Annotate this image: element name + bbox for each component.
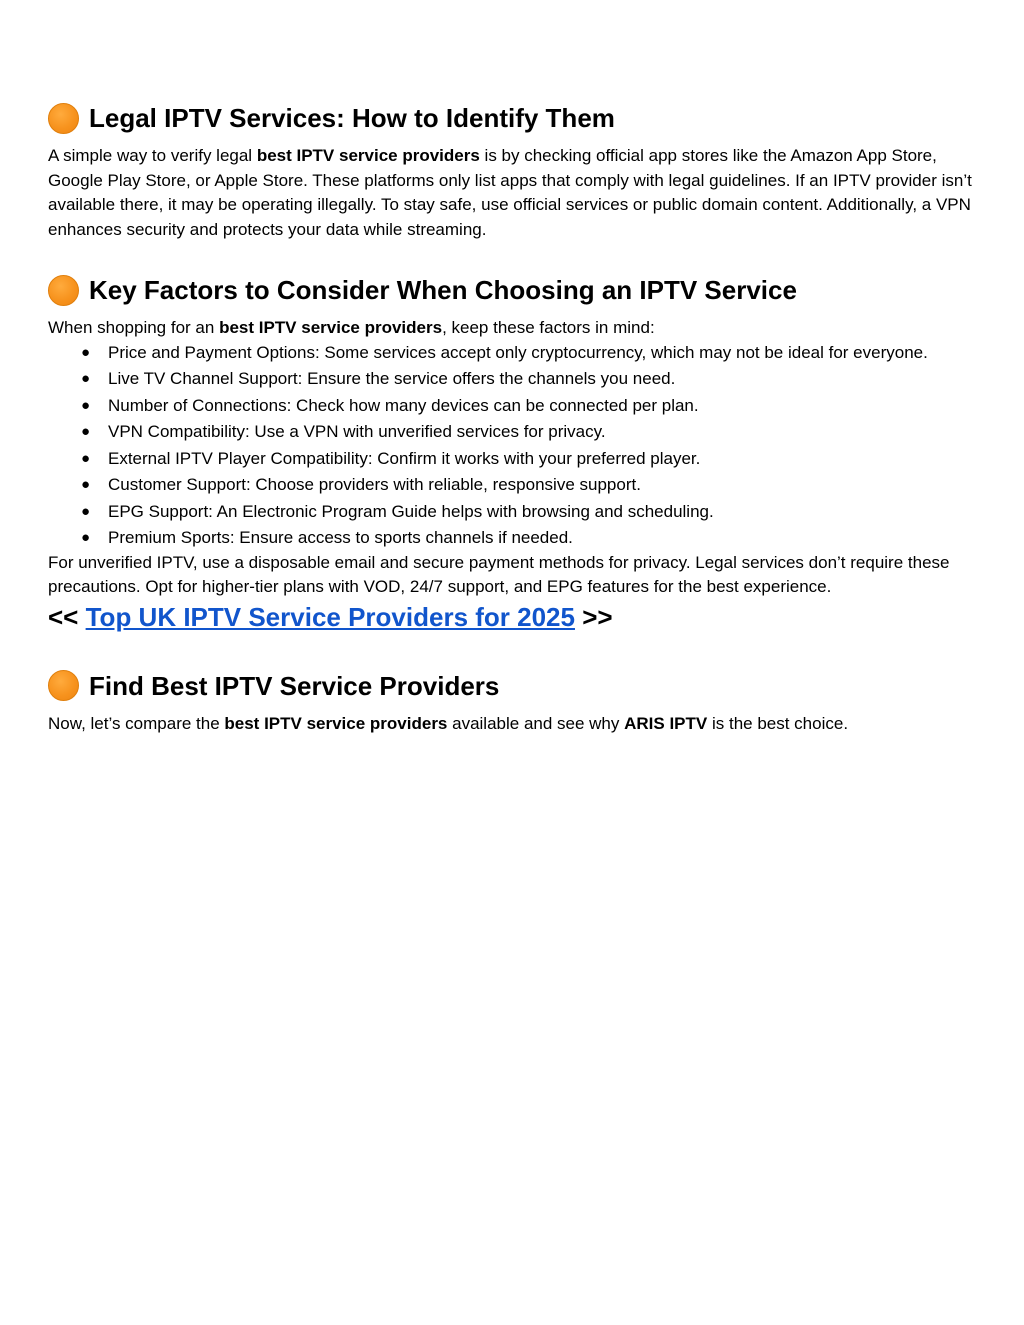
orange-circle-icon <box>48 103 79 134</box>
list-item <box>48 526 988 551</box>
factors-list <box>48 341 988 551</box>
bullet-icon: ● <box>81 423 91 440</box>
heading-text: Key Factors to Consider When Choosing an IPTV Service <box>89 275 797 305</box>
crosslink-line <box>48 600 988 634</box>
find-best-paragraph <box>48 712 988 737</box>
list-item-text: Price and Payment Options: Some services accept only cryptocurrency, which may not be ideal for everyone. <box>108 342 928 362</box>
text-run: is by checking official app stores like the Amazon App Store, Google Play Store, or Apple Store. These platforms only list apps that comply with legal guidelines. If an IPTV provider isn’t available there, it may be operating illegally. To stay safe, use official services or public domain content. Additionally, a VPN enhances security and protects your data while streaming. <box>48 146 972 239</box>
list-item-text: Number of Connections: Check how many devices can be connected per plan. <box>108 395 699 415</box>
bullet-icon: ● <box>81 370 91 387</box>
text-run: Now, let’s compare the <box>48 713 225 733</box>
crosslink-suffix: >> <box>582 601 613 632</box>
top-uk-iptv-link[interactable]: Top UK IPTV Service Providers for 2025 <box>85 601 575 632</box>
bold-text-run: best IPTV service providers <box>224 713 448 733</box>
text-run: is the best choice. <box>707 713 849 733</box>
bullet-icon: ● <box>81 502 91 520</box>
section-heading-find-best <box>48 666 988 706</box>
section-heading-key-factors <box>48 270 988 310</box>
heading-text: Legal IPTV Services: How to Identify Them <box>89 103 615 133</box>
list-item <box>48 473 988 498</box>
bullet-icon: ● <box>81 449 91 467</box>
list-item-text: VPN Compatibility: Use a VPN with unverified services for privacy. <box>108 422 606 441</box>
legal-iptv-paragraph <box>48 144 988 242</box>
bold-text-run: best IPTV service providers <box>219 318 443 337</box>
crosslink-prefix: << <box>48 601 79 632</box>
text-run: , keep these factors in mind: <box>442 318 655 337</box>
list-item <box>48 394 988 419</box>
orange-circle-icon <box>48 670 79 701</box>
list-item <box>48 420 988 445</box>
text-run: When shopping for an <box>48 318 220 337</box>
list-item-text: Customer Support: Choose providers with reliable, responsive support. <box>108 475 641 494</box>
list-item-text: EPG Support: An Electronic Program Guide helps with browsing and scheduling. <box>108 501 714 521</box>
list-item <box>48 500 988 525</box>
section-heading-legal-iptv <box>48 98 988 138</box>
list-item <box>48 341 988 366</box>
list-item-text: Live TV Channel Support: Ensure the service offers the channels you need. <box>108 369 676 388</box>
orange-circle-icon <box>48 275 79 306</box>
bullet-icon: ● <box>81 396 91 414</box>
text-run: available and see why <box>447 713 625 733</box>
list-item-text: External IPTV Player Compatibility: Confirm it works with your preferred player. <box>108 448 701 468</box>
document-page <box>48 96 988 736</box>
key-factors-closing: For unverified IPTV, use a disposable email and secure payment methods for privacy. Legal services don’t require these precautions. Opt for higher-tier plans with VOD, 24/7 support, and EPG features for the best experience. <box>48 552 950 596</box>
bullet-icon: ● <box>81 343 91 361</box>
list-item <box>48 367 988 392</box>
list-item <box>48 447 988 472</box>
bullet-icon: ● <box>81 529 91 546</box>
bold-text-run: ARIS IPTV <box>624 713 708 733</box>
key-factors-intro <box>48 316 988 341</box>
bold-text-run: best IPTV service providers <box>256 146 480 165</box>
heading-text: Find Best IPTV Service Providers <box>89 670 500 701</box>
text-run: A simple way to verify legal <box>48 146 257 165</box>
list-item-text: Premium Sports: Ensure access to sports channels if needed. <box>108 528 573 547</box>
bullet-icon: ● <box>81 476 91 493</box>
